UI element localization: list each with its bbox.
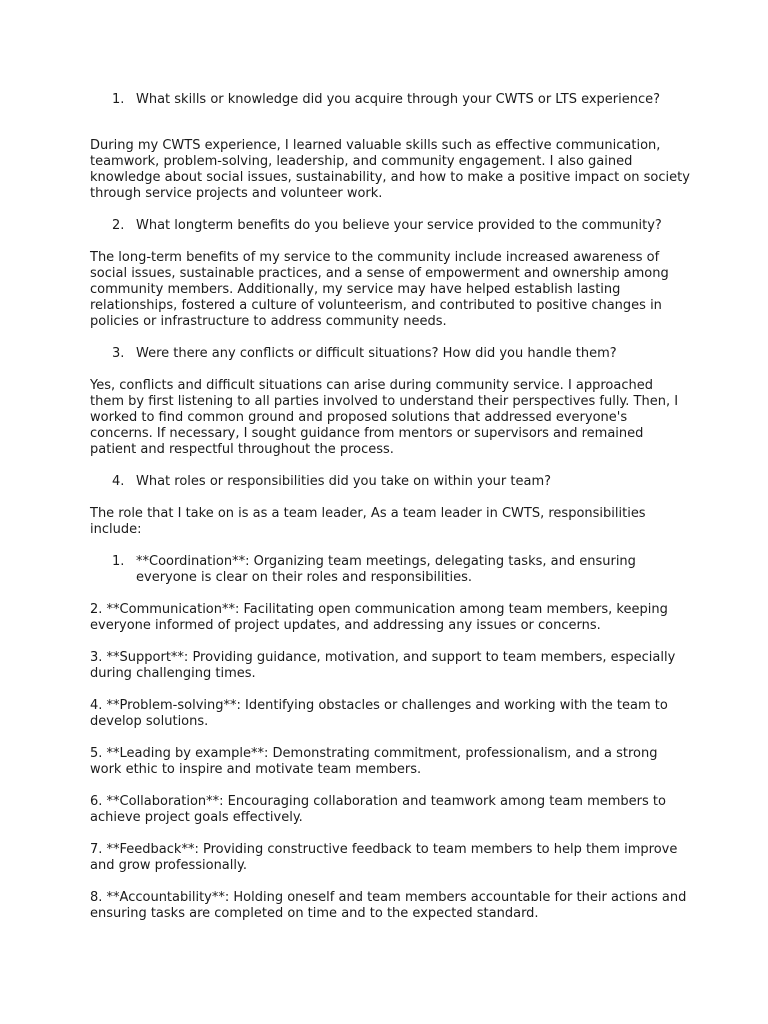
question-number: 1.	[112, 92, 125, 107]
list-text: **Coordination**: Organizing team meetings, delegating tasks, and ensuring everyone is clear on their roles and responsibilities.	[136, 554, 636, 585]
question-1	[90, 92, 690, 108]
responsibility-item-5: 5. **Leading by example**: Demonstrating commitment, professionalism, and a strong work ethic to inspire and motivate team members.	[90, 746, 658, 777]
question-2	[90, 218, 690, 234]
responsibility-item-4: 4. **Problem-solving**: Identifying obstacles or challenges and working with the team to develop solutions.	[90, 698, 668, 729]
answer-1: During my CWTS experience, I learned valuable skills such as effective communication, teamwork, problem-solving, leadership, and community engagement. I also gained knowledge about social issues, sustainability, and how to make a positive impact on society through service projects and volunteer work.	[90, 138, 690, 201]
responsibility-item-2: 2. **Communication**: Facilitating open communication among team members, keeping everyone informed of project updates, and addressing any issues or concerns.	[90, 602, 668, 633]
question-3	[90, 346, 690, 362]
list-number: 1.	[112, 554, 125, 569]
responsibility-item-6: 6. **Collaboration**: Encouraging collaboration and teamwork among team members to achieve project goals effectively.	[90, 794, 666, 825]
question-number: 2.	[112, 218, 125, 233]
answer-4: The role that I take on is as a team leader, As a team leader in CWTS, responsibilities include:	[90, 506, 646, 537]
responsibility-item-1	[90, 554, 690, 586]
question-number: 3.	[112, 346, 125, 361]
answer-3: Yes, conflicts and difficult situations can arise during community service. I approached them by first listening to all parties involved to understand their perspectives fully. Then, I worked to find common ground and proposed solutions that addressed everyone's concerns. If necessary, I sought guidance from mentors or supervisors and remained patient and respectful throughout the process.	[90, 378, 679, 457]
answer-2: The long-term benefits of my service to the community include increased awareness of social issues, sustainable practices, and a sense of empowerment and ownership among community members. Additionally, my service may have helped establish lasting relationships, fostered a culture of volunteerism, and contributed to positive changes in policies or infrastructure to address community needs.	[90, 250, 669, 329]
question-text: What roles or responsibilities did you take on within your team?	[136, 474, 552, 489]
question-text: What skills or knowledge did you acquire through your CWTS or LTS experience?	[136, 92, 661, 107]
responsibility-item-3: 3. **Support**: Providing guidance, motivation, and support to team members, especially during challenging times.	[90, 650, 676, 681]
responsibility-item-7: 7. **Feedback**: Providing constructive feedback to team members to help them improve and grow professionally.	[90, 842, 678, 873]
question-4	[90, 474, 690, 490]
question-text: Were there any conflicts or difficult situations? How did you handle them?	[136, 346, 617, 361]
document-page	[90, 92, 690, 938]
question-text: What longterm benefits do you believe your service provided to the community?	[136, 218, 662, 233]
responsibility-item-8: 8. **Accountability**: Holding oneself and team members accountable for their actions and ensuring tasks are completed on time and to the expected standard.	[90, 890, 687, 921]
question-number: 4.	[112, 474, 125, 489]
